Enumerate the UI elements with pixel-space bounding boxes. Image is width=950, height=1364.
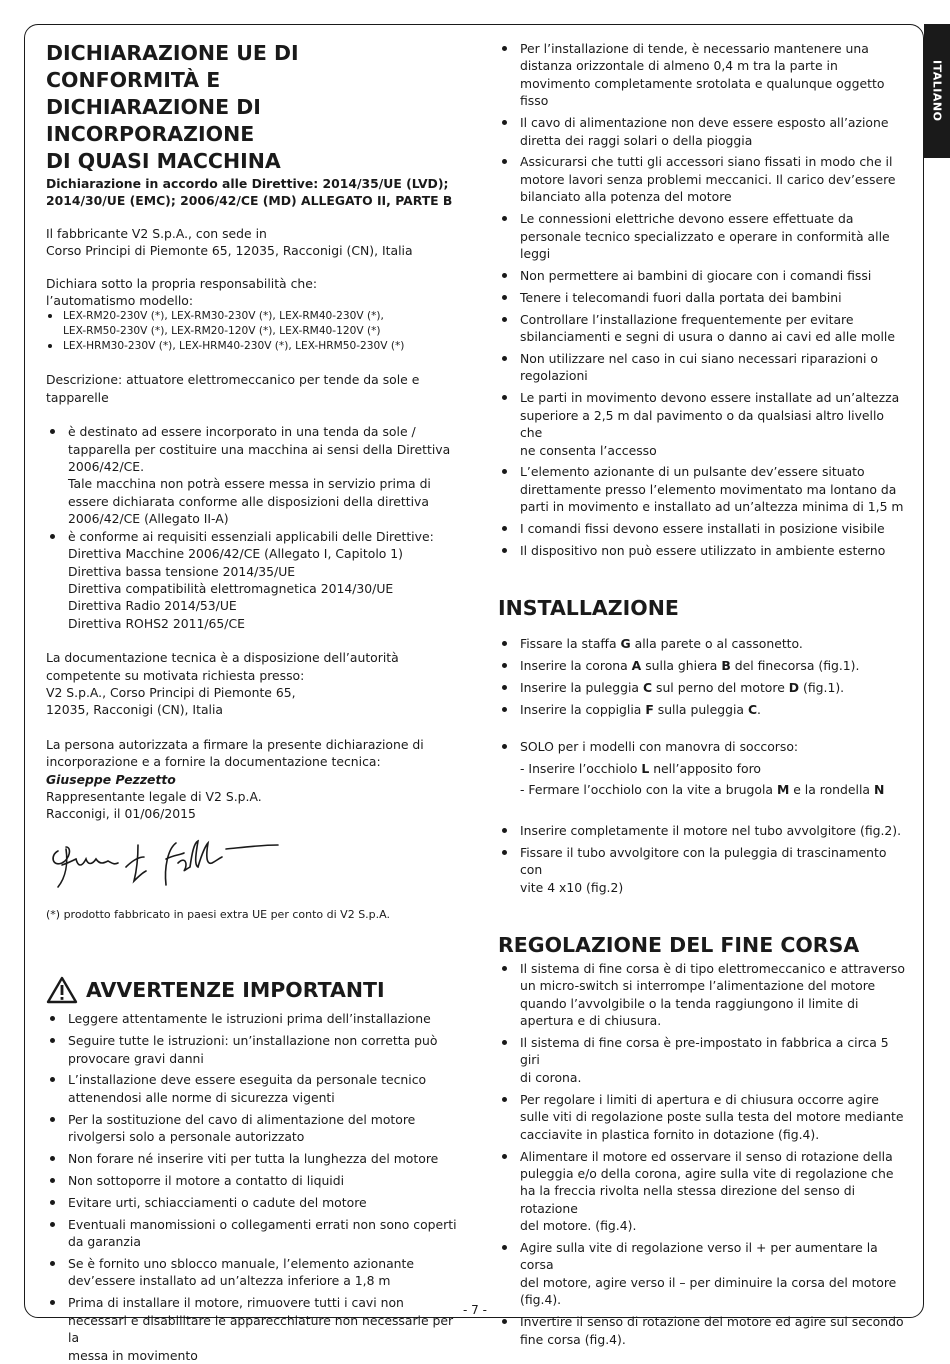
warning-item: Assicurarsi che tutti gli accessori siano fissati in modo che il motore lavori senza problemi meccanici. Il carico dev’essere bilanciato alla potenza del motore xyxy=(498,153,908,205)
warning-item: Se è fornito uno sblocco manuale, l’elemento azionante dev’essere installato ad un’altezza inferiore a 1,8 m xyxy=(46,1255,458,1290)
installation-step: Inserire la puleggia C sul perno del motore D (fig.1). xyxy=(498,679,908,696)
warning-item: Le parti in movimento devono essere installate ad un’altezza superiore a 2,5 m dal pavimento o da qualsiasi altro livello che ne consenta l’accesso xyxy=(498,389,908,459)
emergency-step: - Inserire l’occhiolo L nell’apposito foro xyxy=(520,760,762,776)
limit-switch-item: Il sistema di fine corsa è di tipo elettromeccanico e attraverso un micro-switch si interrompe l’alimentazione del motore quando l’avvolgibile o la tenda raggiungono il limite di apertura e di chiusura. xyxy=(498,960,908,1030)
conformity-item: è destinato ad essere incorporato in una tenda da sole / tapparella per costituire una macchina ai sensi della Direttiva 2006/42/CE. Tale macchina non potrà essere messa in servizio prima di essere dichiarata conforme alle disposizioni della direttiva 2006/42/CE (Allegato II-A) xyxy=(46,423,458,527)
warning-item: Le connessioni elettriche devono essere effettuate da personale tecnico specializzato e operare in conformità alle leggi xyxy=(498,210,908,262)
signer-name: Giuseppe Pezzetto xyxy=(46,771,176,787)
left-column xyxy=(46,40,458,1364)
conformity-item: è conforme ai requisiti essenziali applicabili delle Direttive: Direttiva Macchine 2006/42/CE (Allegato I, Capitolo 1) Direttiva bassa tensione 2014/35/UE Direttiva compatibilità elettromagnetica 2014/30/UE Direttiva Radio 2014/53/UE Direttiva ROHS2 2011/65/CE xyxy=(46,528,458,632)
warning-item: Non permettere ai bambini di giocare con i comandi fissi xyxy=(498,267,908,284)
warnings-list-continued xyxy=(498,40,908,559)
limit-switch-item: Il sistema di fine corsa è pre-impostato in fabbrica a circa 5 giri di corona. xyxy=(498,1034,908,1086)
installation-step: Fissare la staffa G alla parete o al cassonetto. xyxy=(498,635,908,652)
warnings-title: AVVERTENZE IMPORTANTI xyxy=(86,978,385,1003)
warning-item: Il cavo di alimentazione non deve essere esposto all’azione diretta dei raggi solari o della pioggia xyxy=(498,114,908,149)
signer-role: Rappresentante legale di V2 S.p.A. xyxy=(46,788,262,804)
limit-switch-item: Per regolare i limiti di apertura e di chiusura occorre agire sulle viti di regolazione poste sulla testa del motore mediante cacciavite in plastica fornito in dotazione (fig.4). xyxy=(498,1091,908,1143)
model-list-item: LEX-HRM30-230V (*), LEX-HRM40-230V (*), LEX-HRM50-230V (*) xyxy=(46,339,458,354)
installation-step: Fissare il tubo avvolgitore con la puleggia di trascinamento con vite 4 x10 (fig.2) xyxy=(498,844,908,896)
documentation-text: La documentazione tecnica è a disposizione dell’autorità competente su motivata richiesta presso: V2 S.p.A., Corso Principi di Piemonte 65, 12035, Racconigi (CN), Italia xyxy=(46,650,399,718)
language-tab: ITALIANO xyxy=(924,24,950,158)
limit-switch-item: Agire sulla vite di regolazione verso il + per aumentare la corsa del motore, agire verso il – per diminuire la corsa del motore (fig.4). xyxy=(498,1239,908,1309)
emergency-step: - Fermare l’occhiolo con la vite a brugola M e la rondella N xyxy=(520,782,885,798)
limit-switch-item: Invertire il senso di rotazione del motore ed agire sul secondo fine corsa (fig.4). xyxy=(498,1313,908,1348)
warning-item: Per la sostituzione del cavo di alimentazione del motore rivolgersi solo a personale autorizzato xyxy=(46,1111,458,1146)
page-number: - 7 - xyxy=(463,1303,487,1317)
warning-item: Il dispositivo non può essere utilizzato in ambiente esterno xyxy=(498,542,908,559)
warning-item: Controllare l’installazione frequentemente per evitare sbilanciamenti e segni di usura o danno ai cavi ed alle molle xyxy=(498,311,908,346)
declares-text: Dichiara sotto la propria responsabilità che: l’automatismo modello: xyxy=(46,275,318,309)
installation-step: Inserire completamente il motore nel tubo avvolgitore (fig.2). xyxy=(498,822,908,839)
installation-step: Inserire la coppiglia F sulla puleggia C. xyxy=(498,701,908,718)
emergency-item: SOLO per i modelli con manovra di soccorso: - Inserire l’occhiolo L nell’apposito foro - Fermare l’occhiolo con la vite a brugola M e la rondella N xyxy=(498,738,908,799)
right-column xyxy=(498,40,908,1348)
conformity-list xyxy=(46,423,458,632)
declaration-title: DICHIARAZIONE UE DI CONFORMITÀ E DICHIARAZIONE DI INCORPORAZIONE DI QUASI MACCHINA xyxy=(46,41,299,173)
warning-item: Prima di installare il motore, rimuovere tutti i cavi non necessari e disabilitare le apparecchiature non necessarie per la messa in movimento xyxy=(46,1294,458,1364)
warning-item: L’installazione deve essere eseguita da personale tecnico attenendosi alle norme di sicurezza vigenti xyxy=(46,1071,458,1106)
warning-item: Non sottoporre il motore a contatto di liquidi xyxy=(46,1172,458,1189)
limit-switch-list xyxy=(498,960,908,1348)
warnings-header xyxy=(46,976,458,1004)
limit-switch-title: REGOLAZIONE DEL FINE CORSA xyxy=(498,932,860,957)
installation-step: Inserire la corona A sulla ghiera B del finecorsa (fig.1). xyxy=(498,657,908,674)
description-text: Descrizione: attuatore elettromeccanico per tende da sole e tapparelle xyxy=(46,372,420,405)
authorized-text: La persona autorizzata a firmare la presente dichiarazione di incorporazione e a fornire la documentazione tecnica: Giuseppe Pezzetto Rappresentante legale di V2 S.p.A. Racconigi, il 01/06/2015 xyxy=(46,736,458,823)
final-install-list xyxy=(498,822,908,896)
declaration-subtitle: Dichiarazione in accordo alle Direttive: 2014/35/UE (LVD); 2014/30/UE (EMC); 2006/42/CE (MD) ALLEGATO II, PARTE B xyxy=(46,176,453,209)
emergency-list xyxy=(498,738,908,799)
warning-item: Non utilizzare nel caso in cui siano necessari riparazioni o regolazioni xyxy=(498,350,908,385)
warning-item: Per l’installazione di tende, è necessario mantenere una distanza orizzontale di almeno 0,4 m tra la parte in movimento completamente srotolata e qualunque oggetto fisso xyxy=(498,40,908,110)
manufacturer-text: Il fabbricante V2 S.p.A., con sede in Corso Principi di Piemonte 65, 12035, Racconigi (CN), Italia xyxy=(46,225,413,259)
warning-item: Evitare urti, schiacciamenti o cadute del motore xyxy=(46,1194,458,1211)
warning-item: Seguire tutte le istruzioni: un’installazione non corretta può provocare gravi danni xyxy=(46,1032,458,1067)
warning-item: Eventuali manomissioni o collegamenti errati non sono coperti da garanzia xyxy=(46,1216,458,1251)
installation-title: INSTALLAZIONE xyxy=(498,596,679,621)
warning-item: Tenere i telecomandi fuori dalla portata dei bambini xyxy=(498,289,908,306)
warning-item: Leggere attentamente le istruzioni prima dell’installazione xyxy=(46,1010,458,1027)
warning-item: I comandi fissi devono essere installati in posizione visibile xyxy=(498,520,908,537)
warning-triangle-icon xyxy=(46,976,78,1004)
warning-item: Non forare né inserire viti per tutta la lunghezza del motore xyxy=(46,1150,458,1167)
warning-item: L’elemento azionante di un pulsante dev’essere situato direttamente presso l’elemento movimentato ma lontano da parti in movimento e installato ad un’altezza minima di 1,5 m xyxy=(498,463,908,515)
model-list-item: LEX-RM20-230V (*), LEX-RM30-230V (*), LEX-RM40-230V (*), LEX-RM50-230V (*), LEX-RM20-120V (*), LEX-RM40-120V (*) xyxy=(46,309,458,339)
footnote: (*) prodotto fabbricato in paesi extra UE per conto di V2 S.p.A. xyxy=(46,908,390,922)
signature-image xyxy=(46,833,286,893)
installation-list xyxy=(498,635,908,718)
model-list xyxy=(46,309,458,354)
place-date: Racconigi, il 01/06/2015 xyxy=(46,806,196,822)
limit-switch-item: Alimentare il motore ed osservare il senso di rotazione della puleggia e/o della corona, agire sulla vite di regolazione che ha la freccia rivolta nella stessa direzione del senso di rotazione del motore. (fig.4). xyxy=(498,1148,908,1235)
